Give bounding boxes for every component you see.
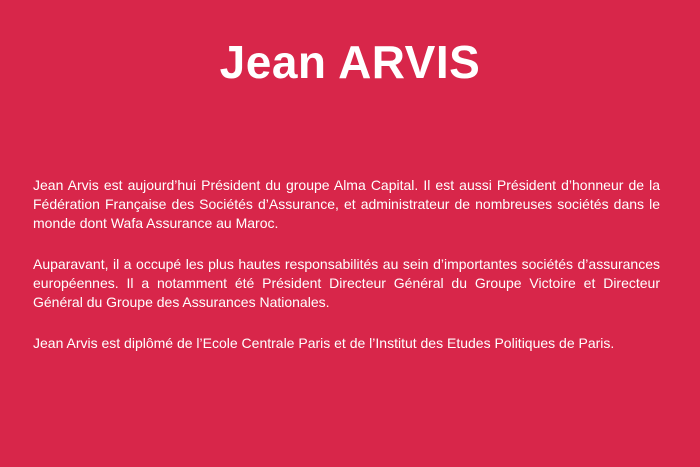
bio-paragraph-current-roles: Jean Arvis est aujourd’hui Président du groupe Alma Capital. Il est aussi Président d’honneur de la Fédération Française des Sociétés d’Assurance, et administrateur de nombreuses sociétés dans le monde dont Wafa Assurance au Maroc. — [33, 177, 660, 231]
biography-text — [33, 176, 660, 375]
person-name-title: Jean ARVIS — [219, 36, 481, 88]
bio-paragraph-past-roles: Auparavant, il a occupé les plus hautes responsabilités au sein d’importantes sociétés d’assurances européennes. Il a notamment été Président Directeur Général du Groupe Victoire et Directeur Général du Groupe des Assurances Nationales. — [33, 256, 660, 310]
bio-paragraph-education: Jean Arvis est diplômé de l’Ecole Centrale Paris et de l’Institut des Etudes Politiques de Paris. — [33, 335, 615, 351]
